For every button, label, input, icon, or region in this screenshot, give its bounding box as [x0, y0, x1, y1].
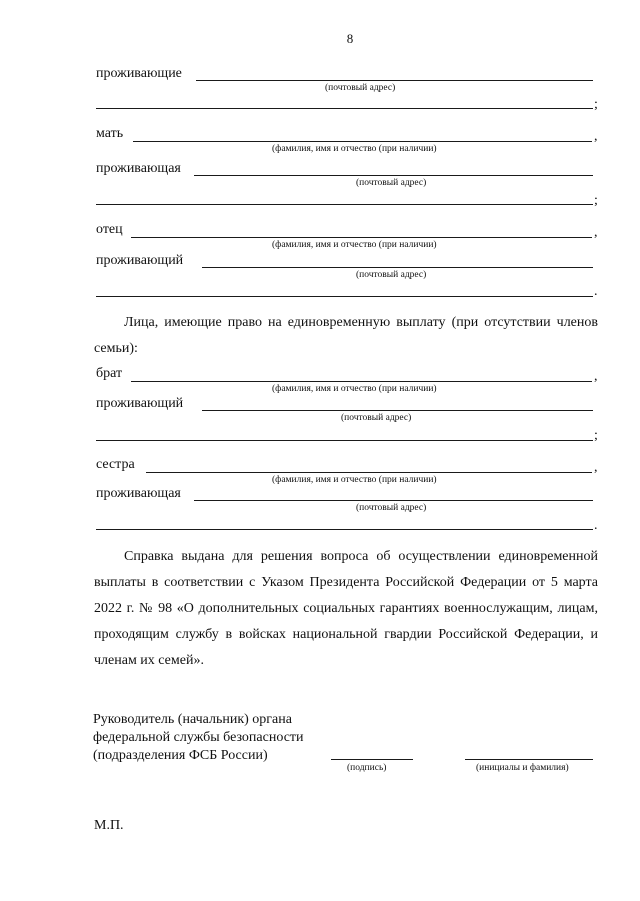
- semicolon-3: ;: [594, 428, 598, 443]
- brother-residing-label: проживающий: [96, 396, 184, 411]
- father-residing-label: проживающий: [96, 253, 184, 268]
- sister-label: сестра: [96, 457, 135, 472]
- brother-fio-line[interactable]: [131, 381, 592, 382]
- head-title-line-3: (подразделения ФСБ России): [93, 748, 268, 763]
- mother-fio-caption: (фамилия, имя и отчество (при наличии): [272, 144, 437, 154]
- brother-fio-caption: (фамилия, имя и отчество (при наличии): [272, 384, 437, 394]
- father-address-line-1[interactable]: [202, 267, 593, 268]
- parents-address-line-2[interactable]: [96, 108, 593, 109]
- signature-line[interactable]: [331, 759, 413, 760]
- comma-1: ,: [594, 129, 598, 144]
- persons-intro-paragraph: [94, 310, 598, 362]
- mother-fio-line[interactable]: [133, 141, 592, 142]
- head-title-line-2: федеральной службы безопасности: [93, 730, 304, 745]
- comma-2: ,: [594, 225, 598, 240]
- initials-line[interactable]: [465, 759, 593, 760]
- brother-address-caption: (почтовый адрес): [341, 413, 412, 423]
- sister-residing-label: проживающая: [96, 486, 181, 501]
- persons-intro-text: Лица, имеющие право на единовременную выплату (при отсутствии членов семьи):: [94, 315, 598, 356]
- mother-label: мать: [96, 126, 124, 141]
- period-2: .: [594, 518, 598, 533]
- signature-caption: (подпись): [347, 763, 387, 773]
- father-address-caption: (почтовый адрес): [356, 270, 427, 280]
- mother-residing-label: проживающая: [96, 161, 181, 176]
- father-fio-caption: (фамилия, имя и отчество (при наличии): [272, 240, 437, 250]
- brother-address-line-1[interactable]: [202, 410, 593, 411]
- brother-address-line-2[interactable]: [96, 440, 593, 441]
- father-fio-line[interactable]: [131, 237, 592, 238]
- comma-4: ,: [594, 460, 598, 475]
- parents-address-line-1[interactable]: [196, 80, 593, 81]
- period-1: .: [594, 284, 598, 299]
- certificate-text: Справка выдана для решения вопроса об осуществлении единовременной выплаты в соответствии с Указом Президента Российской Федерации от 5 марта 2022 г. № 98 «О дополнительных социальных гарантиях военнослужащим, лицам, проходящим службу в войсках национальной гвардии Российской Федерации, и членам их семей».: [94, 549, 598, 668]
- comma-3: ,: [594, 369, 598, 384]
- residing-parents-label: проживающие: [96, 66, 182, 81]
- mother-address-caption: (почтовый адрес): [356, 178, 427, 188]
- sister-address-line-1[interactable]: [194, 500, 593, 501]
- sister-address-line-2[interactable]: [96, 529, 593, 530]
- signature-title: [93, 711, 304, 765]
- mother-address-line-2[interactable]: [96, 204, 593, 205]
- brother-label: брат: [96, 366, 123, 381]
- sister-fio-caption: (фамилия, имя и отчество (при наличии): [272, 475, 437, 485]
- semicolon-1: ;: [594, 97, 598, 112]
- sister-fio-line[interactable]: [146, 472, 592, 473]
- sister-address-caption: (почтовый адрес): [356, 503, 427, 513]
- certificate-paragraph: [94, 544, 598, 674]
- semicolon-2: ;: [594, 193, 598, 208]
- mother-address-line-1[interactable]: [194, 175, 593, 176]
- initials-caption: (инициалы и фамилия): [476, 763, 569, 773]
- head-title-line-1: Руководитель (начальник) органа: [93, 712, 292, 727]
- stamp-label: М.П.: [94, 818, 124, 833]
- parents-address-caption: (почтовый адрес): [325, 83, 396, 93]
- page-number: 8: [346, 31, 354, 46]
- father-address-line-2[interactable]: [96, 296, 593, 297]
- father-label: отец: [96, 222, 123, 237]
